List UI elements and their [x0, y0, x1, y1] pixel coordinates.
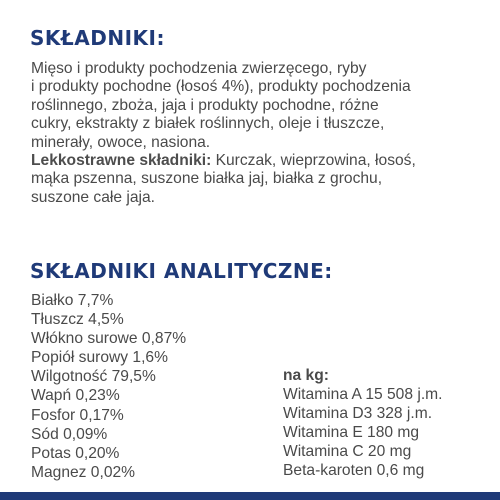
easily-digestible-line [31, 152, 486, 170]
ingredients-line: i produkty pochodne (łosoś 4%), produkty pochodzenia [31, 78, 411, 96]
vitamins-list [283, 366, 442, 481]
bottom-accent-bar [0, 492, 500, 500]
analytical-item: Popiół surowy 1,6% [31, 349, 168, 367]
easily-digestible-label: Lekkostrawne składniki: [31, 152, 212, 170]
easily-digestible-text: Kurczak, wieprzowina, łosoś, [211, 152, 416, 170]
ingredients-line: minerały, owoce, nasiona. [31, 133, 211, 151]
ingredients-line: Mięso i produkty pochodzenia zwierzęcego, ryby [31, 60, 367, 77]
vitamin-item: Witamina A 15 508 j.m. [283, 386, 443, 404]
ingredients-line: cukry, ekstrakty z białek roślinnych, oleje i tłuszcze, [31, 115, 385, 133]
analytical-heading: SKŁADNIKI ANALITYCZNE: [30, 259, 333, 283]
vitamin-item: Witamina C 20 mg [283, 443, 412, 461]
ingredients-paragraph [31, 60, 486, 207]
analytical-item: Włókno surowe 0,87% [31, 330, 187, 348]
analytical-item: Białko 7,7% [31, 292, 114, 309]
ingredients-line: roślinnego, zboża, jaja i produkty pochodne, różne [31, 96, 379, 114]
analytical-item: Wilgotność 79,5% [31, 368, 156, 386]
analytical-item: Potas 0,20% [31, 444, 120, 462]
analytical-item: Magnez 0,02% [31, 463, 136, 481]
vitamin-item: Beta-karoten 0,6 mg [283, 462, 425, 480]
vitamin-item: Witamina E 180 mg [283, 424, 420, 442]
ingredients-heading: SKŁADNIKI: [30, 26, 165, 50]
analytical-item: Wapń 0,23% [31, 387, 120, 405]
vitamin-item: Witamina D3 328 j.m. [283, 405, 433, 423]
easily-digestible-line: mąka pszenna, suszone białka jaj, białka z grochu, [31, 170, 383, 188]
analytical-constituents-list [31, 291, 186, 482]
analytical-item: Fosfor 0,17% [31, 406, 124, 424]
per-kg-label: na kg: [283, 367, 329, 384]
analytical-item: Sód 0,09% [31, 425, 108, 443]
easily-digestible-line: suszone całe jaja. [31, 188, 155, 206]
analytical-item: Tłuszcz 4,5% [31, 311, 124, 329]
